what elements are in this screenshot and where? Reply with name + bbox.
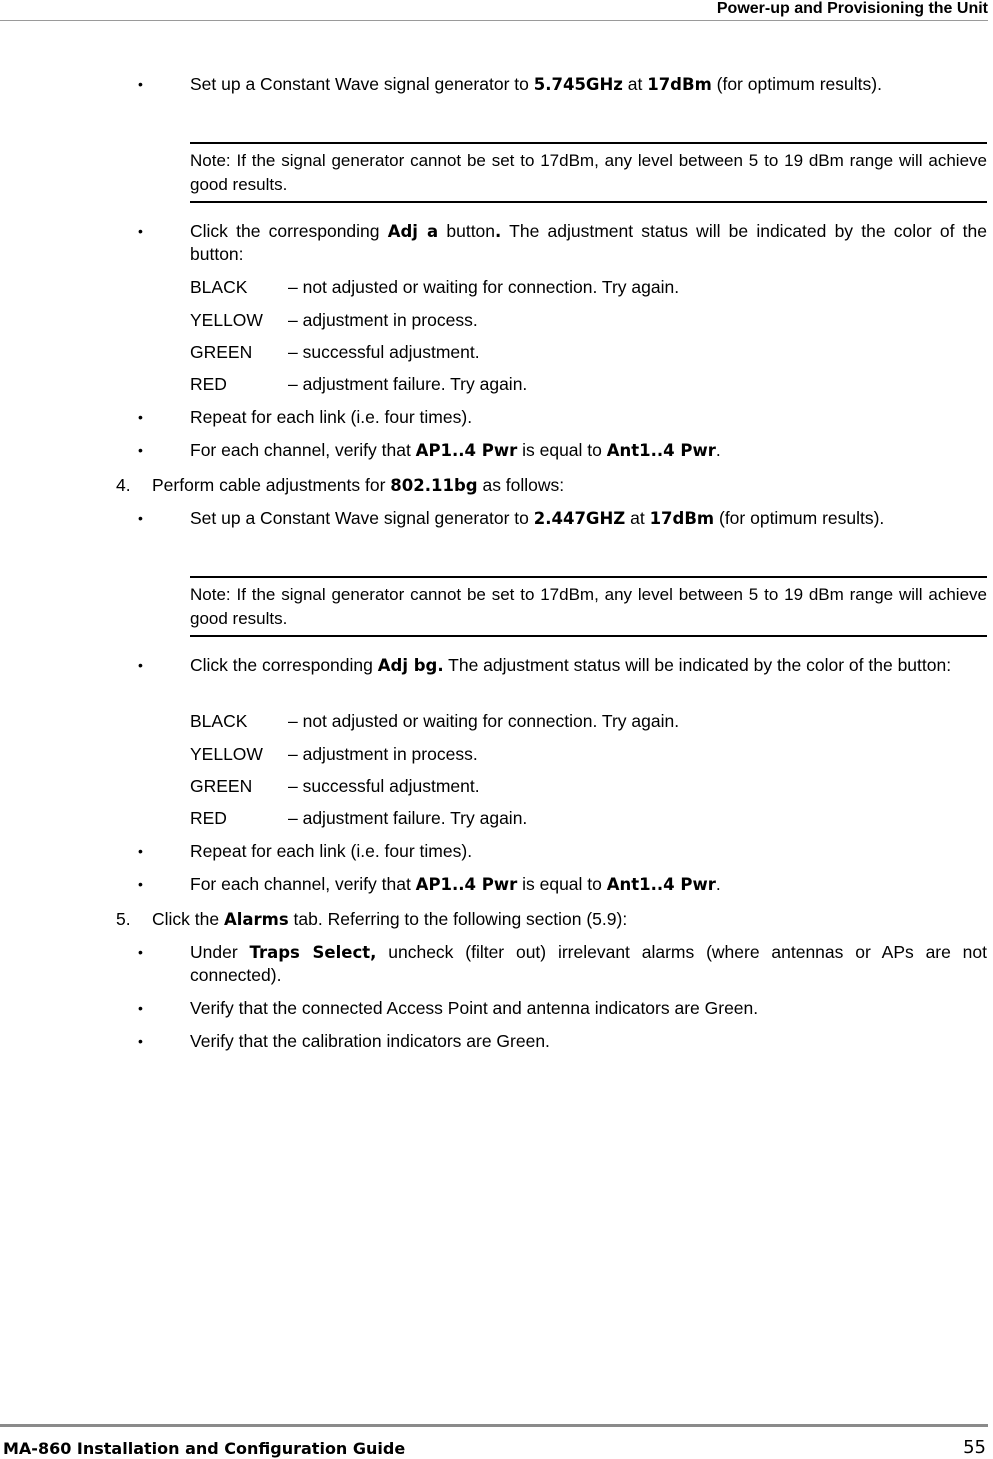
footer-guide-title: MA-860 Installation and Configuration Guide (3, 1439, 406, 1458)
status-description: – not adjusted or waiting for connection. Try again. (288, 277, 680, 297)
bullet-adj-bg: Click the corresponding Adj bg. The adjustment status will be indicated by the color of the button: (190, 655, 952, 675)
bullet-marker: • (138, 76, 143, 92)
note-signal-level-1: Note: If the signal generator cannot be set to 17dBm, any level between 5 to 19 dBm range will achieve good results. (190, 142, 987, 203)
status-color-label: BLACK (190, 711, 248, 731)
status-color-label: RED (190, 374, 227, 394)
step-number: 5. (116, 909, 131, 929)
bullet-traps-select: Under Traps Select, uncheck (filter out) irrelevant alarms (where antennas or APs are not connected). (190, 942, 988, 985)
bullet-marker: • (138, 657, 143, 673)
page-number: 55 (963, 1437, 986, 1458)
status-description: – adjustment in process. (288, 744, 478, 764)
bullet-adj-a: Click the corresponding Adj a button. The adjustment status will be indicated by the color of the button: (190, 221, 987, 264)
step-5-alarms: Click the Alarms tab. Referring to the following section (5.9): (152, 909, 628, 929)
bullet-marker: • (138, 876, 143, 892)
header-title: Power-up and Provisioning the Unit (716, 0, 988, 17)
bullet-marker: • (138, 843, 143, 859)
status-color-label: YELLOW (190, 744, 263, 764)
step-4-cable-adjustments: Perform cable adjustments for 802.11bg as follows: (152, 475, 565, 495)
status-description: – successful adjustment. (288, 776, 480, 796)
bullet-repeat-bg: Repeat for each link (i.e. four times). (190, 841, 473, 861)
status-color-label: BLACK (190, 277, 248, 297)
page-footer (0, 1424, 988, 1459)
bullet-marker: • (138, 223, 143, 239)
step-number: 4. (116, 475, 131, 495)
bullet-marker: • (138, 944, 143, 960)
note-signal-level-2: Note: If the signal generator cannot be set to 17dBm, any level between 5 to 19 dBm range will achieve good results. (190, 576, 987, 637)
bullet-verify-indicators: Verify that the connected Access Point and antenna indicators are Green. (190, 998, 759, 1018)
bullet-signal-generator-bg: Set up a Constant Wave signal generator to 2.447GHZ at 17dBm (for optimum results). (190, 508, 885, 528)
status-color-label: GREEN (190, 776, 253, 796)
status-description: – not adjusted or waiting for connection. Try again. (288, 711, 680, 731)
bullet-verify-pwr-a: For each channel, verify that AP1..4 Pwr is equal to Ant1..4 Pwr. (190, 440, 721, 460)
bullet-verify-pwr-bg: For each channel, verify that AP1..4 Pwr is equal to Ant1..4 Pwr. (190, 874, 721, 894)
bullet-marker: • (138, 409, 143, 425)
bullet-repeat-a: Repeat for each link (i.e. four times). (190, 407, 473, 427)
bullet-marker: • (138, 1000, 143, 1016)
status-description: – adjustment in process. (288, 310, 478, 330)
bullet-marker: • (138, 510, 143, 526)
bullet-signal-generator-a: Set up a Constant Wave signal generator to 5.745GHz at 17dBm (for optimum results). (190, 74, 882, 94)
status-description: – adjustment failure. Try again. (288, 374, 528, 394)
status-color-label: RED (190, 808, 227, 828)
bullet-marker: • (138, 442, 143, 458)
status-description: – adjustment failure. Try again. (288, 808, 528, 828)
bullet-verify-calibration: Verify that the calibration indicators are Green. (190, 1031, 550, 1051)
page-header (0, 0, 988, 21)
status-color-label: YELLOW (190, 310, 263, 330)
bullet-marker: • (138, 1033, 143, 1049)
status-color-label: GREEN (190, 342, 253, 362)
status-description: – successful adjustment. (288, 342, 480, 362)
